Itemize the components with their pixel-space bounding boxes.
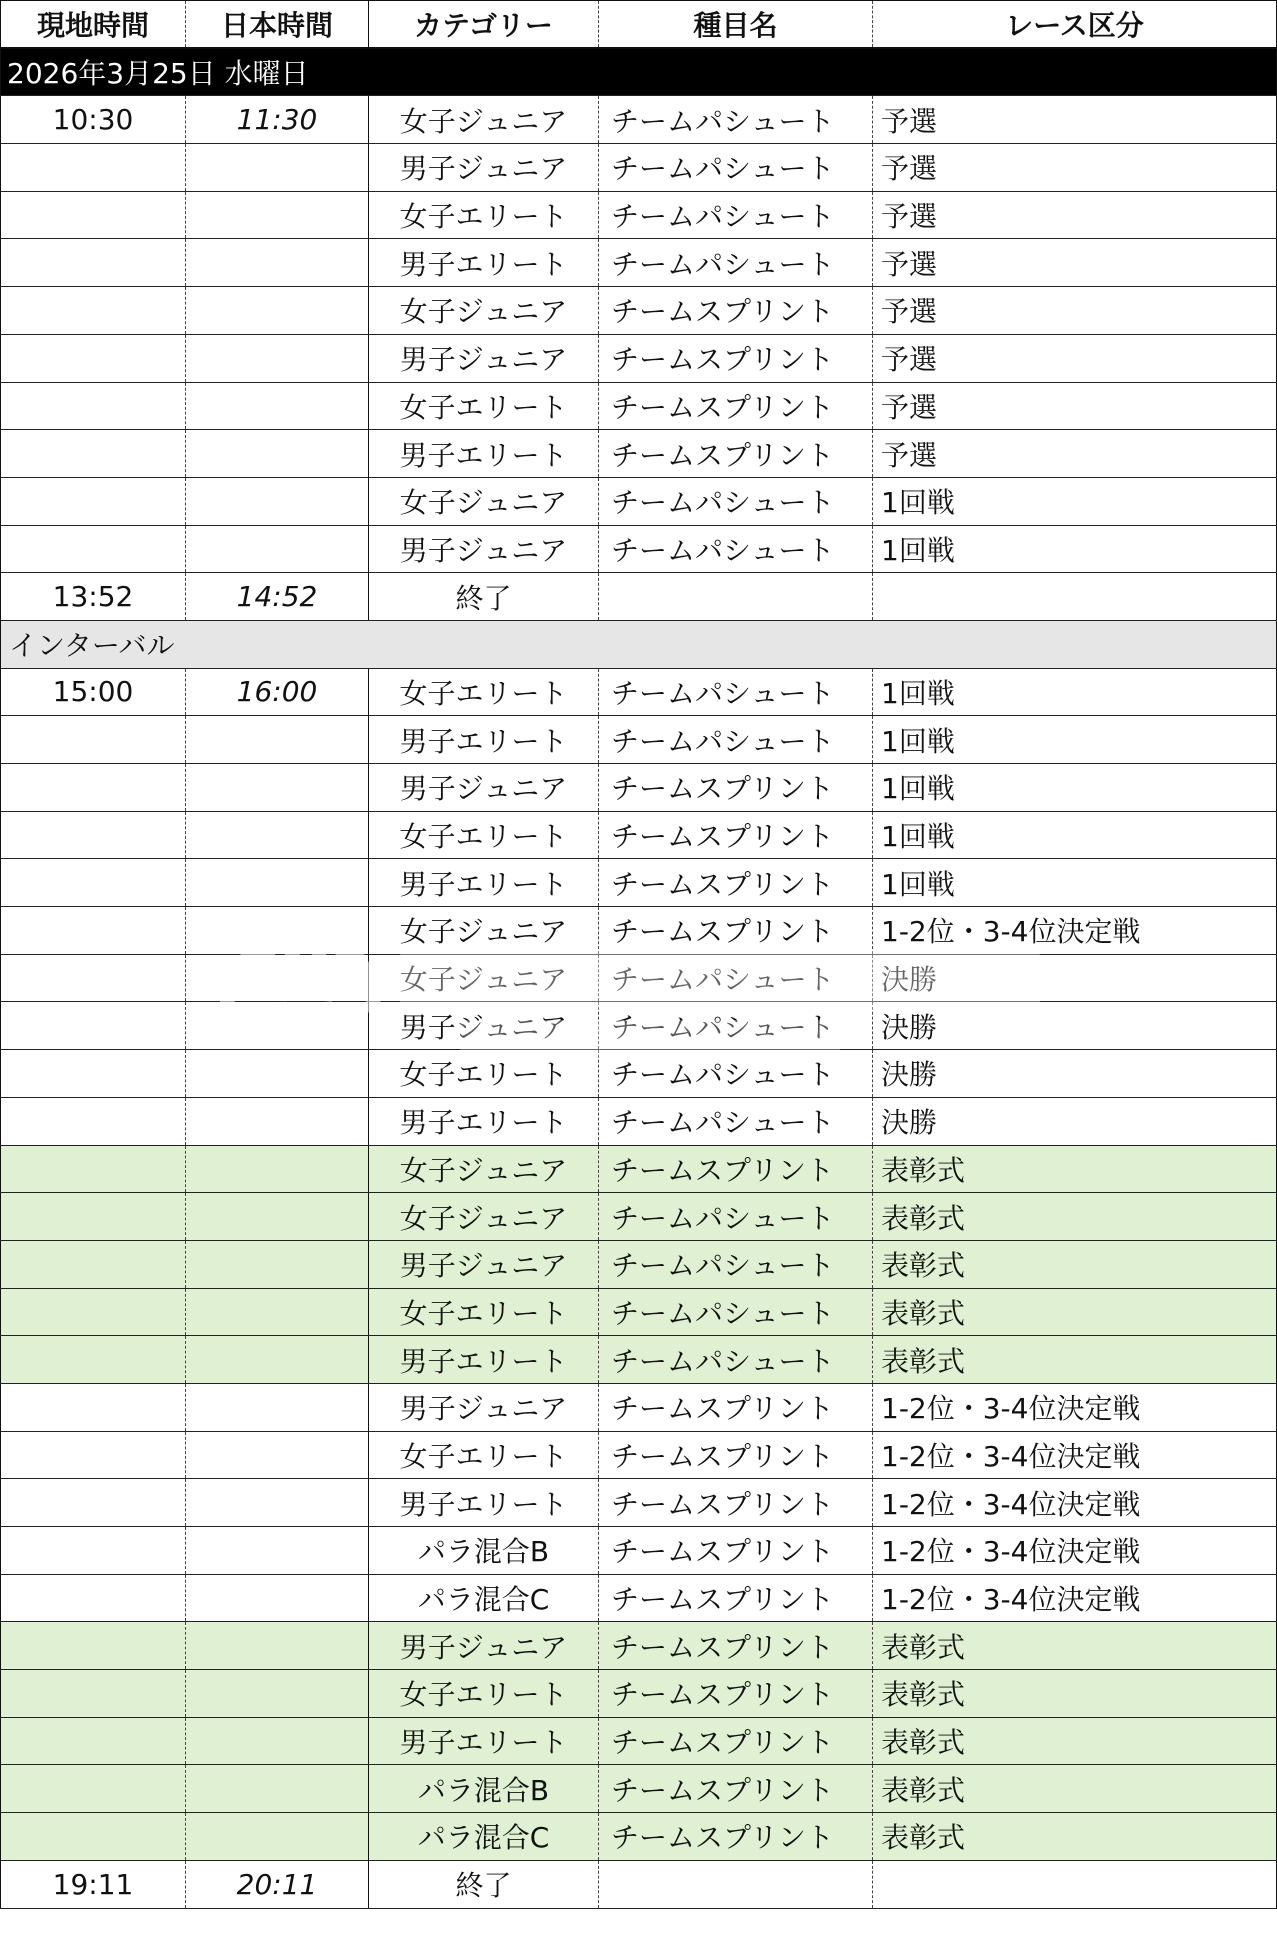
schedule-row <box>1 382 1277 430</box>
schedule-row <box>1 764 1277 812</box>
japan-time-cell <box>186 239 369 287</box>
race-cell: 予選 <box>873 287 1277 335</box>
japan-time-cell <box>186 716 369 764</box>
schedule-row <box>1 668 1277 716</box>
race-cell: 表彰式 <box>873 1193 1277 1241</box>
event-cell: チームスプリント <box>599 1813 873 1861</box>
local-time-cell <box>1 859 186 907</box>
local-time-cell <box>1 764 186 812</box>
race-cell: 決勝 <box>873 1097 1277 1145</box>
category-cell: 男子エリート <box>369 1717 599 1765</box>
event-cell: チームパシュート <box>599 477 873 525</box>
japan-time-cell <box>186 144 369 192</box>
event-cell: チームスプリント <box>599 1574 873 1622</box>
schedule-row <box>1 1527 1277 1575</box>
race-cell: 決勝 <box>873 1050 1277 1098</box>
category-cell: 女子エリート <box>369 1431 599 1479</box>
japan-time-cell <box>186 525 369 573</box>
local-time-cell <box>1 382 186 430</box>
race-cell: 予選 <box>873 239 1277 287</box>
event-cell: チームスプリント <box>599 1145 873 1193</box>
schedule-row <box>1 907 1277 955</box>
japan-time-cell <box>186 954 369 1002</box>
event-cell: チームスプリント <box>599 1527 873 1575</box>
interval-row <box>1 620 1277 668</box>
category-cell: 男子エリート <box>369 239 599 287</box>
race-cell: 表彰式 <box>873 1336 1277 1384</box>
race-cell: 表彰式 <box>873 1240 1277 1288</box>
event-cell: チームスプリント <box>599 1717 873 1765</box>
award-row <box>1 1336 1277 1384</box>
japan-time-cell <box>186 1717 369 1765</box>
race-cell: 1回戦 <box>873 811 1277 859</box>
race-cell: 1-2位・3-4位決定戦 <box>873 1431 1277 1479</box>
category-cell: 女子エリート <box>369 382 599 430</box>
date-label: 2026年3月25日 水曜日 <box>1 48 1277 96</box>
category-cell: 男子ジュニア <box>369 1240 599 1288</box>
event-cell: チームスプリント <box>599 859 873 907</box>
local-time-cell: 13:52 <box>1 573 186 621</box>
header-local-time: 現地時間 <box>1 1 186 49</box>
interval-label: インターバル <box>1 620 1277 668</box>
award-row <box>1 1670 1277 1718</box>
schedule-row <box>1 430 1277 478</box>
race-cell: 予選 <box>873 334 1277 382</box>
category-cell: 男子エリート <box>369 1479 599 1527</box>
race-cell: 予選 <box>873 382 1277 430</box>
event-cell: チームスプリント <box>599 764 873 812</box>
schedule-row <box>1 1050 1277 1098</box>
category-cell: 女子エリート <box>369 191 599 239</box>
local-time-cell <box>1 954 186 1002</box>
event-cell: チームスプリント <box>599 334 873 382</box>
category-cell: 女子エリート <box>369 1670 599 1718</box>
category-cell: 女子ジュニア <box>369 907 599 955</box>
category-cell: 男子ジュニア <box>369 144 599 192</box>
schedule-body <box>1 48 1277 1908</box>
japan-time-cell <box>186 1479 369 1527</box>
local-time-cell <box>1 287 186 335</box>
race-cell: 1回戦 <box>873 668 1277 716</box>
local-time-cell <box>1 1383 186 1431</box>
local-time-cell <box>1 525 186 573</box>
schedule-row <box>1 716 1277 764</box>
local-time-cell <box>1 1240 186 1288</box>
local-time-cell <box>1 716 186 764</box>
event-cell: チームスプリント <box>599 1670 873 1718</box>
event-cell: チームパシュート <box>599 1288 873 1336</box>
schedule-row <box>1 1431 1277 1479</box>
local-time-cell <box>1 907 186 955</box>
award-row <box>1 1240 1277 1288</box>
race-cell <box>873 1860 1277 1908</box>
event-cell <box>599 1860 873 1908</box>
race-cell: 1回戦 <box>873 764 1277 812</box>
japan-time-cell <box>186 1622 369 1670</box>
japan-time-cell <box>186 1050 369 1098</box>
japan-time-cell <box>186 1002 369 1050</box>
category-cell: 女子エリート <box>369 668 599 716</box>
category-cell: パラ混合B <box>369 1527 599 1575</box>
header-category: カテゴリー <box>369 1 599 49</box>
event-cell: チームパシュート <box>599 1002 873 1050</box>
japan-time-cell <box>186 1527 369 1575</box>
schedule-row <box>1 287 1277 335</box>
category-cell: 男子エリート <box>369 1336 599 1384</box>
schedule-row <box>1 573 1277 621</box>
race-cell: 1回戦 <box>873 525 1277 573</box>
event-cell: チームスプリント <box>599 1622 873 1670</box>
japan-time-cell <box>186 1193 369 1241</box>
category-cell: 男子ジュニア <box>369 334 599 382</box>
local-time-cell <box>1 477 186 525</box>
local-time-cell <box>1 1050 186 1098</box>
race-cell: 1回戦 <box>873 477 1277 525</box>
category-cell: パラ混合B <box>369 1765 599 1813</box>
japan-time-cell: 14:52 <box>186 573 369 621</box>
race-cell: 表彰式 <box>873 1622 1277 1670</box>
japan-time-cell <box>186 1240 369 1288</box>
schedule-row <box>1 477 1277 525</box>
japan-time-cell <box>186 859 369 907</box>
category-cell: 男子ジュニア <box>369 1383 599 1431</box>
race-cell: 1-2位・3-4位決定戦 <box>873 907 1277 955</box>
race-cell: 1-2位・3-4位決定戦 <box>873 1479 1277 1527</box>
category-cell: 女子ジュニア <box>369 287 599 335</box>
japan-time-cell <box>186 764 369 812</box>
race-cell: 表彰式 <box>873 1670 1277 1718</box>
japan-time-cell <box>186 1670 369 1718</box>
local-time-cell <box>1 1288 186 1336</box>
category-cell: 男子ジュニア <box>369 1622 599 1670</box>
category-cell: 女子エリート <box>369 1288 599 1336</box>
category-cell: 女子ジュニア <box>369 1193 599 1241</box>
category-cell: 女子エリート <box>369 1050 599 1098</box>
japan-time-cell <box>186 1288 369 1336</box>
local-time-cell <box>1 1097 186 1145</box>
schedule-row <box>1 859 1277 907</box>
local-time-cell <box>1 1145 186 1193</box>
japan-time-cell <box>186 1813 369 1861</box>
event-cell: チームパシュート <box>599 1097 873 1145</box>
local-time-cell <box>1 1717 186 1765</box>
event-cell: チームスプリント <box>599 1765 873 1813</box>
race-cell: 予選 <box>873 191 1277 239</box>
category-cell: 男子エリート <box>369 859 599 907</box>
schedule-row <box>1 191 1277 239</box>
event-cell: チームパシュート <box>599 96 873 144</box>
event-cell: チームパシュート <box>599 144 873 192</box>
japan-time-cell <box>186 287 369 335</box>
award-row <box>1 1765 1277 1813</box>
local-time-cell <box>1 1479 186 1527</box>
award-row <box>1 1145 1277 1193</box>
event-cell: チームスプリント <box>599 1431 873 1479</box>
japan-time-cell <box>186 1574 369 1622</box>
japan-time-cell <box>186 334 369 382</box>
local-time-cell: 19:11 <box>1 1860 186 1908</box>
local-time-cell <box>1 1765 186 1813</box>
japan-time-cell <box>186 477 369 525</box>
japan-time-cell: 11:30 <box>186 96 369 144</box>
japan-time-cell <box>186 191 369 239</box>
schedule-row <box>1 1002 1277 1050</box>
award-row <box>1 1193 1277 1241</box>
race-cell: 1-2位・3-4位決定戦 <box>873 1527 1277 1575</box>
category-cell: 女子ジュニア <box>369 954 599 1002</box>
schedule-row <box>1 1574 1277 1622</box>
local-time-cell <box>1 430 186 478</box>
event-cell: チームパシュート <box>599 1240 873 1288</box>
japan-time-cell <box>186 1336 369 1384</box>
race-cell: 表彰式 <box>873 1717 1277 1765</box>
event-cell: チームスプリント <box>599 430 873 478</box>
local-time-cell <box>1 334 186 382</box>
local-time-cell <box>1 239 186 287</box>
race-cell: 1回戦 <box>873 859 1277 907</box>
award-row <box>1 1288 1277 1336</box>
japan-time-cell <box>186 1765 369 1813</box>
category-cell: 男子エリート <box>369 1097 599 1145</box>
event-cell: チームスプリント <box>599 382 873 430</box>
race-cell: 予選 <box>873 96 1277 144</box>
japan-time-cell <box>186 382 369 430</box>
local-time-cell <box>1 1813 186 1861</box>
schedule-row <box>1 1479 1277 1527</box>
award-row <box>1 1813 1277 1861</box>
date-row <box>1 48 1277 96</box>
category-cell: パラ混合C <box>369 1813 599 1861</box>
category-cell: 女子ジュニア <box>369 1145 599 1193</box>
race-cell: 予選 <box>873 144 1277 192</box>
japan-time-cell <box>186 1097 369 1145</box>
local-time-cell: 15:00 <box>1 668 186 716</box>
local-time-cell <box>1 1431 186 1479</box>
japan-time-cell <box>186 430 369 478</box>
local-time-cell <box>1 1622 186 1670</box>
category-cell: 男子エリート <box>369 716 599 764</box>
local-time-cell <box>1 191 186 239</box>
race-cell: 決勝 <box>873 1002 1277 1050</box>
schedule-row <box>1 1860 1277 1908</box>
race-cell: 決勝 <box>873 954 1277 1002</box>
local-time-cell <box>1 1670 186 1718</box>
japan-time-cell <box>186 1431 369 1479</box>
schedule-row <box>1 1383 1277 1431</box>
japan-time-cell <box>186 907 369 955</box>
category-cell: 女子ジュニア <box>369 477 599 525</box>
local-time-cell: 10:30 <box>1 96 186 144</box>
category-cell: 男子ジュニア <box>369 1002 599 1050</box>
category-cell: パラ混合C <box>369 1574 599 1622</box>
event-cell: チームスプリント <box>599 287 873 335</box>
event-cell: チームパシュート <box>599 1193 873 1241</box>
event-cell: チームパシュート <box>599 1336 873 1384</box>
header-japan-time: 日本時間 <box>186 1 369 49</box>
japan-time-cell <box>186 1383 369 1431</box>
local-time-cell <box>1 1527 186 1575</box>
event-cell: チームスプリント <box>599 907 873 955</box>
category-cell: 男子エリート <box>369 430 599 478</box>
schedule-row <box>1 811 1277 859</box>
race-cell: 表彰式 <box>873 1145 1277 1193</box>
schedule-row <box>1 954 1277 1002</box>
header-event: 種目名 <box>599 1 873 49</box>
category-cell: 終了 <box>369 1860 599 1908</box>
event-cell: チームパシュート <box>599 716 873 764</box>
award-row <box>1 1622 1277 1670</box>
local-time-cell <box>1 1002 186 1050</box>
event-cell: チームパシュート <box>599 954 873 1002</box>
race-cell: 予選 <box>873 430 1277 478</box>
category-cell: 女子エリート <box>369 811 599 859</box>
japan-time-cell: 20:11 <box>186 1860 369 1908</box>
schedule-row <box>1 96 1277 144</box>
event-cell: チームスプリント <box>599 811 873 859</box>
event-cell: チームスプリント <box>599 1479 873 1527</box>
schedule-row <box>1 334 1277 382</box>
schedule-row <box>1 1097 1277 1145</box>
category-cell: 男子ジュニア <box>369 525 599 573</box>
event-cell: チームパシュート <box>599 1050 873 1098</box>
event-cell <box>599 573 873 621</box>
schedule-row <box>1 144 1277 192</box>
header-row <box>1 1 1277 49</box>
local-time-cell <box>1 1574 186 1622</box>
event-cell: チームパシュート <box>599 191 873 239</box>
event-cell: チームスプリント <box>599 1383 873 1431</box>
award-row <box>1 1717 1277 1765</box>
race-cell: 表彰式 <box>873 1288 1277 1336</box>
race-cell <box>873 573 1277 621</box>
race-cell: 表彰式 <box>873 1765 1277 1813</box>
local-time-cell <box>1 144 186 192</box>
japan-time-cell <box>186 1145 369 1193</box>
race-cell: 1-2位・3-4位決定戦 <box>873 1383 1277 1431</box>
category-cell: 終了 <box>369 573 599 621</box>
local-time-cell <box>1 1193 186 1241</box>
local-time-cell <box>1 1336 186 1384</box>
event-cell: チームパシュート <box>599 239 873 287</box>
schedule-row <box>1 525 1277 573</box>
japan-time-cell: 16:00 <box>186 668 369 716</box>
local-time-cell <box>1 811 186 859</box>
category-cell: 女子ジュニア <box>369 96 599 144</box>
japan-time-cell <box>186 811 369 859</box>
schedule-row <box>1 239 1277 287</box>
race-cell: 表彰式 <box>873 1813 1277 1861</box>
event-cell: チームパシュート <box>599 525 873 573</box>
category-cell: 男子ジュニア <box>369 764 599 812</box>
header-race: レース区分 <box>873 1 1277 49</box>
event-cell: チームパシュート <box>599 668 873 716</box>
race-cell: 1-2位・3-4位決定戦 <box>873 1574 1277 1622</box>
race-cell: 1回戦 <box>873 716 1277 764</box>
